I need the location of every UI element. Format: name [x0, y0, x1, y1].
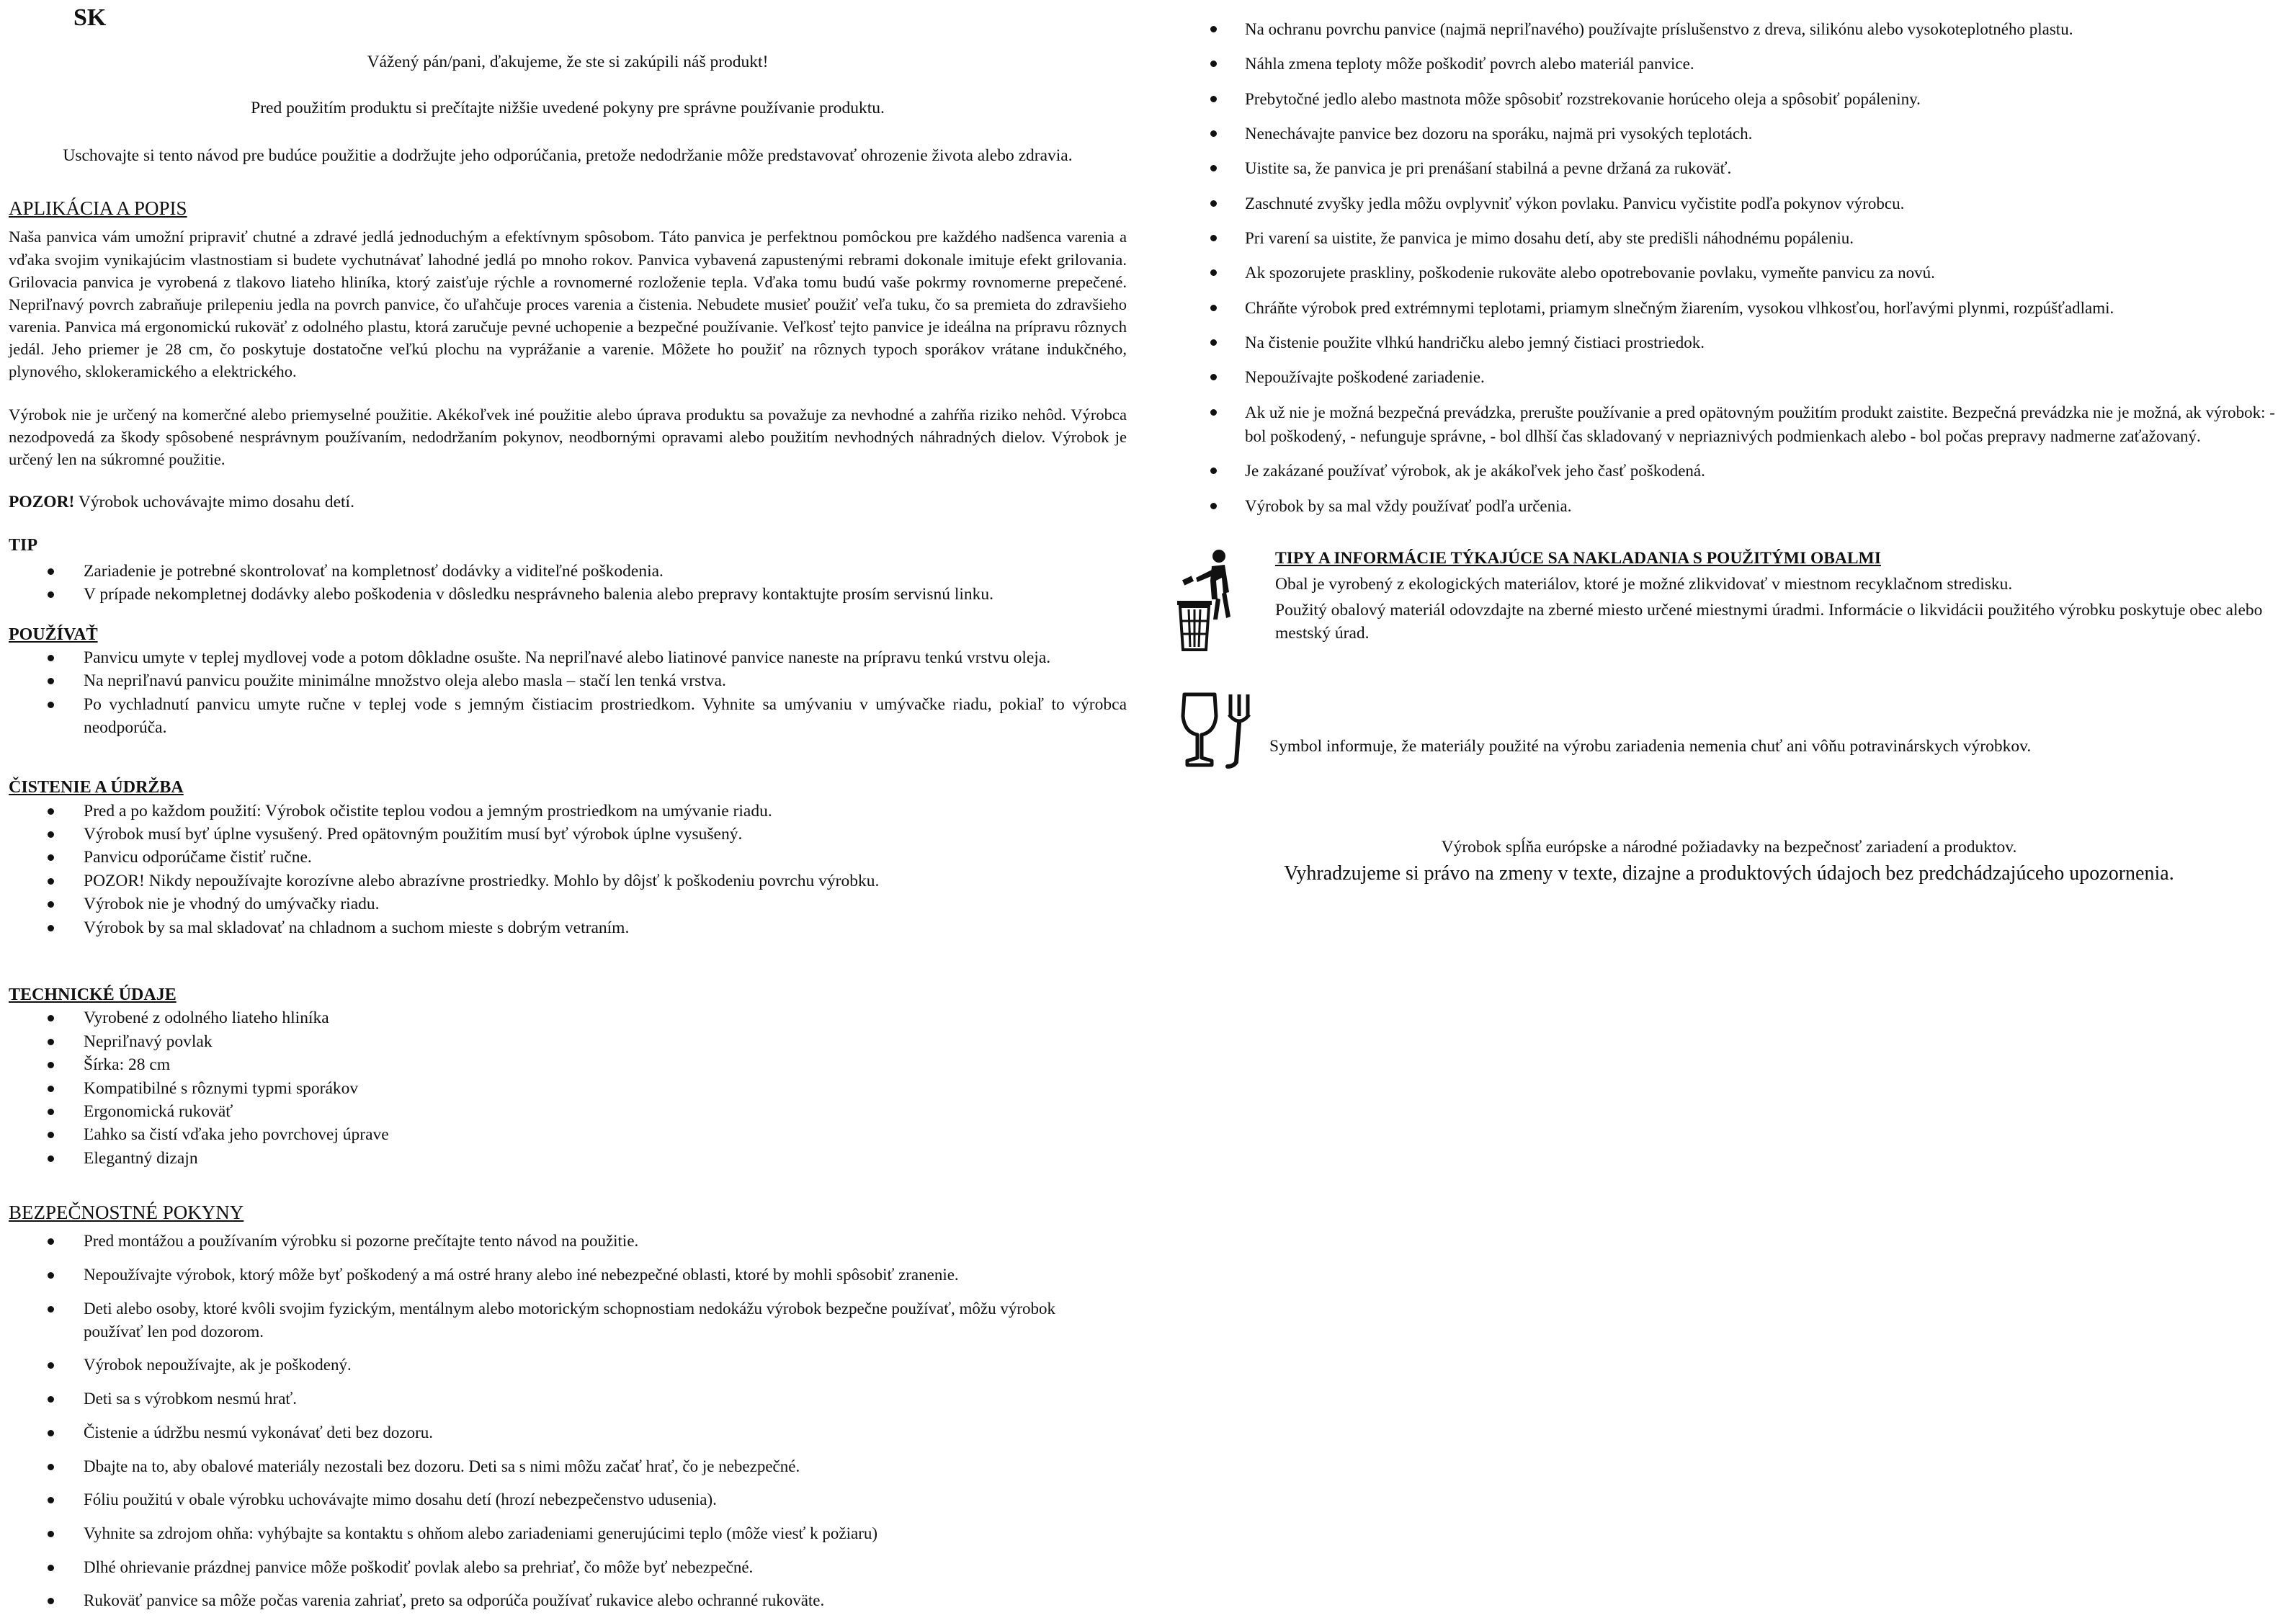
- list-item: Výrobok by sa mal skladovať na chladnom a suchom mieste s dobrým vetraním.: [84, 916, 1127, 939]
- list-item: Vyrobené z odolného liateho hliníka: [84, 1006, 1127, 1029]
- list-item: Zariadenie je potrebné skontrolovať na kompletnosť dodávky a viditeľné poškodenia.: [84, 560, 1127, 583]
- disposal-line-1: Obal je vyrobený z ekologických materiálov, ktoré je možné zlikvidovať v miestnom recyklačnom stredisku.: [1275, 574, 2013, 594]
- technical-list: [9, 1006, 1127, 1170]
- list-item: Rukoväť panvice sa môže počas varenia zahriať, preto sa odporúča používať rukavice alebo ochranné rukoväte.: [84, 1589, 1098, 1612]
- conformity-line-2: Vyhradzujeme si právo na zmeny v texte, dizajne a produktových údajoch bez predchádzajúceho upozornenia.: [1284, 862, 2174, 885]
- food-contact-icon: [1180, 692, 1259, 771]
- cleaning-list: [9, 800, 1127, 940]
- list-item: Elegantný dizajn: [84, 1147, 1127, 1170]
- list-item: Panvicu odporúčame čistiť ručne.: [84, 846, 1127, 869]
- disposal-heading: TIPY A INFORMÁCIE TÝKAJÚCE SA NAKLADANIA S POUŽITÝMI OBALMI: [1275, 549, 1881, 568]
- safety-list-left: [9, 1230, 1127, 1612]
- safety-list-right: [1174, 17, 2287, 518]
- list-item: Nenechávajte panvice bez dozoru na sporáku, najmä pri vysokých teplotách.: [1245, 122, 2287, 146]
- technical-heading: TECHNICKÉ ÚDAJE: [9, 985, 177, 1005]
- list-item: Ak spozorujete praskliny, poškodenie rukoväte alebo opotrebovanie povlaku, vymeňte panvicu za novú.: [1245, 261, 2287, 285]
- application-paragraph-2: Výrobok nie je určený na komerčné alebo priemyselné použitie. Akékoľvek iné použitie alebo úprava produktu sa považuje za nevhodné a zahŕňa riziko nehôd. Výrobca nezodpovedá za škody spôsobené nesprávnym používaním, nedodržaním pokynov, neodbornými opravami alebo použitím nevhodných náhradných dielov. Výrobok je určený len na súkromné použitie.: [9, 405, 1127, 468]
- disposal-text: [1275, 547, 2284, 645]
- application-paragraph-1: Naša panvica vám umožní pripraviť chutné a zdravé jedlá jednoduchým a efektívnym spôsobom. Táto panvica je perfektnou pomôckou pre každého nadšenca varenia a vďaka svojim vynikajúcim vlastnostiam si budete vychutnávať lahodné jedlá po mnoho rokov. Panvica vybavená zapustenými rebrami dokonale imituje efekt grilovania. Grilovacia panvica je vyrobená z tlakovo liateho hliníka, ktorý zaisťuje rýchle a rovnomerné rozloženie tepla. Vďaka tomu budú vaše pokrmy rovnomerne prepečené. Nepriľnavý povrch zabraňuje prilepeniu jedla na povrch panvice, čo uľahčuje proces varenia a čistenia. Nebudete musieť použiť veľa tuku, čo sa premieta do zdravšieho varenia. Panvica má ergonomickú rukoväť z odolného plastu, ktorá zaručuje pevné uchopenie a bezpečné používanie. Veľkosť tejto panvice je ideálna na prípravu rôznych jedál. Jeho priemer je 28 cm, čo poskytuje dostatočne veľkú plochu na vyprážanie a varenie. Môžete ho použiť na rôznych typoch sporákov vrátane indukčného, plynového, sklokeramického a elektrického.: [9, 228, 1127, 381]
- warning-label: POZOR!: [9, 493, 75, 512]
- list-item: Výrobok musí byť úplne vysušený. Pred opätovným použitím musí byť výrobok úplne vysušený.: [84, 823, 1127, 846]
- list-item: Pred montážou a používaním výrobku si pozorne prečítajte tento návod na použitie.: [84, 1230, 1098, 1253]
- list-item: Chráňte výrobok pred extrémnymi teplotami, priamym slnečným žiarením, vysokou vlhkosťou, horľavými plynmi, rozpúšťadlami.: [1245, 296, 2287, 320]
- list-item: Prebytočné jedlo alebo mastnota môže spôsobiť rozstrekovanie horúceho oleja a spôsobiť popáleniny.: [1245, 87, 2287, 111]
- list-item: Na nepriľnavú panvicu použite minimálne množstvo oleja alebo masla – stačí len tenká vrstva.: [84, 669, 1127, 692]
- conformity-section: [1174, 836, 2284, 888]
- list-item: Je zakázané používať výrobok, ak je akákoľvek jeho časť poškodená.: [1245, 459, 2287, 483]
- tip-heading: TIP: [9, 535, 38, 555]
- food-safe-text: Symbol informuje, že materiály použité na výrobu zariadenia nemenia chuť ani vôňu potravinárskych výrobkov.: [1269, 737, 2032, 756]
- list-item: Náhla zmena teploty môže poškodiť povrch alebo materiál panvice.: [1245, 52, 2287, 76]
- list-item: Výrobok nie je vhodný do umývačky riadu.: [84, 893, 1127, 916]
- list-item: Po vychladnutí panvicu umyte ručne v teplej vode s jemným čistiacim prostriedkom. Vyhnite sa umývaniu v umývačke riadu, pokiaľ to výrobca neodporúča.: [84, 693, 1127, 740]
- list-item: Nepoužívajte výrobok, ktorý môže byť poškodený a má ostré hrany alebo iné nebezpečné oblasti, ktoré by mohli spôsobiť zranenie.: [84, 1264, 1098, 1287]
- list-item: Nepoužívajte poškodené zariadenie.: [1245, 365, 2287, 389]
- right-column: [1174, 0, 2287, 529]
- safety-heading: BEZPEČNOSTNÉ POKYNY: [9, 1202, 244, 1224]
- intro-keep-manual: Uschovajte si tento návod pre budúce použitie a dodržujte jeho odporúčania, pretože nedodržanie môže predstavovať ohrozenie života alebo zdravia.: [63, 146, 1073, 165]
- left-column: [9, 0, 1127, 1623]
- application-heading: APLIKÁCIA A POPIS: [9, 197, 187, 220]
- use-heading: POUŽÍVAŤ: [9, 625, 98, 644]
- language-code: SK: [73, 4, 107, 31]
- list-item: Šírka: 28 cm: [84, 1053, 1127, 1076]
- disposal-line-2: Použitý obalový materiál odovzdajte na zberné miesto určené miestnymi úradmi. Informácie o likvidácii použitého výrobku poskytuje obec alebo mestský úrad.: [1275, 600, 2263, 643]
- list-item: Dbajte na to, aby obalové materiály nezostali bez dozoru. Deti sa s nimi môžu začať hrať, čo je nebezpečné.: [84, 1455, 1098, 1478]
- list-item: Na čistenie použite vlhkú handričku alebo jemný čistiaci prostriedok.: [1245, 331, 2287, 354]
- list-item: Zaschnuté zvyšky jedla môžu ovplyvniť výkon povlaku. Panvicu vyčistite podľa pokynov výrobcu.: [1245, 192, 2287, 215]
- list-item: Výrobok by sa mal vždy používať podľa určenia.: [1245, 494, 2287, 518]
- list-item: Dlhé ohrievanie prázdnej panvice môže poškodiť povlak alebo sa prehriať, čo môže byť nebezpečné.: [84, 1556, 1098, 1579]
- intro-greeting: Vážený pán/pani, ďakujeme, že ste si zakúpili náš produkt!: [367, 53, 769, 71]
- list-item: Ergonomická rukoväť: [84, 1100, 1127, 1123]
- warning-text: Výrobok uchovávajte mimo dosahu detí.: [74, 493, 354, 512]
- list-item: POZOR! Nikdy nepoužívajte korozívne alebo abrazívne prostriedky. Mohlo by dôjsť k poškodeniu povrchu výrobku.: [84, 869, 1127, 893]
- list-item: Ak už nie je možná bezpečná prevádzka, prerušte používanie a pred opätovným použitím produkt zaistite. Bezpečná prevádzka nie je možná, ak výrobok: - bol poškodený, - nefunguje správne, - bol dlhší čas skladovaný v nepriaznivých podmienkach alebo - bol počas prepravy nadmerne zaťažovaný.: [1245, 401, 2287, 449]
- list-item: Pri varení sa uistite, že panvica je mimo dosahu detí, aby ste predišli náhodnému popáleniu.: [1245, 226, 2287, 250]
- list-item: Deti alebo osoby, ktoré kvôli svojim fyzickým, mentálnym alebo motorickým schopnostiam nedokážu výrobok bezpečne používať, môžu výrobok používať len pod dozorom.: [84, 1297, 1098, 1343]
- list-item: Na ochranu povrchu panvice (najmä nepriľnavého) používajte príslušenstvo z dreva, silikónu alebo vysokoteplotného plastu.: [1245, 17, 2287, 41]
- waste-bin-icon: [1174, 549, 1239, 657]
- use-list: [9, 646, 1127, 740]
- list-item: Vyhnite sa zdrojom ohňa: vyhýbajte sa kontaktu s ohňom alebo zariadeniami generujúcimi teplo (môže viesť k požiaru): [84, 1522, 1098, 1545]
- list-item: Uistite sa, že panvica je pri prenášaní stabilná a pevne držaná za rukoväť.: [1245, 156, 2287, 180]
- list-item: Panvicu umyte v teplej mydlovej vode a potom dôkladne osušte. Na nepriľnavé alebo liatinové panvice naneste na prípravu tenkú vrstvu oleja.: [84, 646, 1127, 669]
- conformity-line-1: Výrobok spĺňa európske a národné požiadavky na bezpečnosť zariadení a produktov.: [1441, 838, 2017, 857]
- tip-list: [9, 560, 1127, 607]
- list-item: Čistenie a údržbu nesmú vykonávať deti bez dozoru.: [84, 1421, 1098, 1444]
- list-item: V prípade nekompletnej dodávky alebo poškodenia v dôsledku nesprávneho balenia alebo prepravy kontaktujte prosím servisnú linku.: [84, 583, 1127, 606]
- application-warning: [9, 491, 1127, 514]
- cleaning-heading: ČISTENIE A ÚDRŽBA: [9, 778, 184, 797]
- list-item: Fóliu použitú v obale výrobku uchovávajte mimo dosahu detí (hrozí nebezpečenstvo udusenia).: [84, 1488, 1098, 1511]
- list-item: Výrobok nepoužívajte, ak je poškodený.: [84, 1354, 1098, 1377]
- list-item: Nepriľnavý povlak: [84, 1030, 1127, 1053]
- list-item: Pred a po každom použití: Výrobok očistite teplou vodou a jemným prostriedkom na umývanie riadu.: [84, 800, 1127, 823]
- list-item: Kompatibilné s rôznymi typmi sporákov: [84, 1077, 1127, 1100]
- intro-read-before: Pred použitím produktu si prečítajte nižšie uvedené pokyny pre správne používanie produktu.: [251, 99, 885, 118]
- list-item: Deti sa s výrobkom nesmú hrať.: [84, 1387, 1098, 1410]
- list-item: Ľahko sa čistí vďaka jeho povrchovej úprave: [84, 1123, 1127, 1146]
